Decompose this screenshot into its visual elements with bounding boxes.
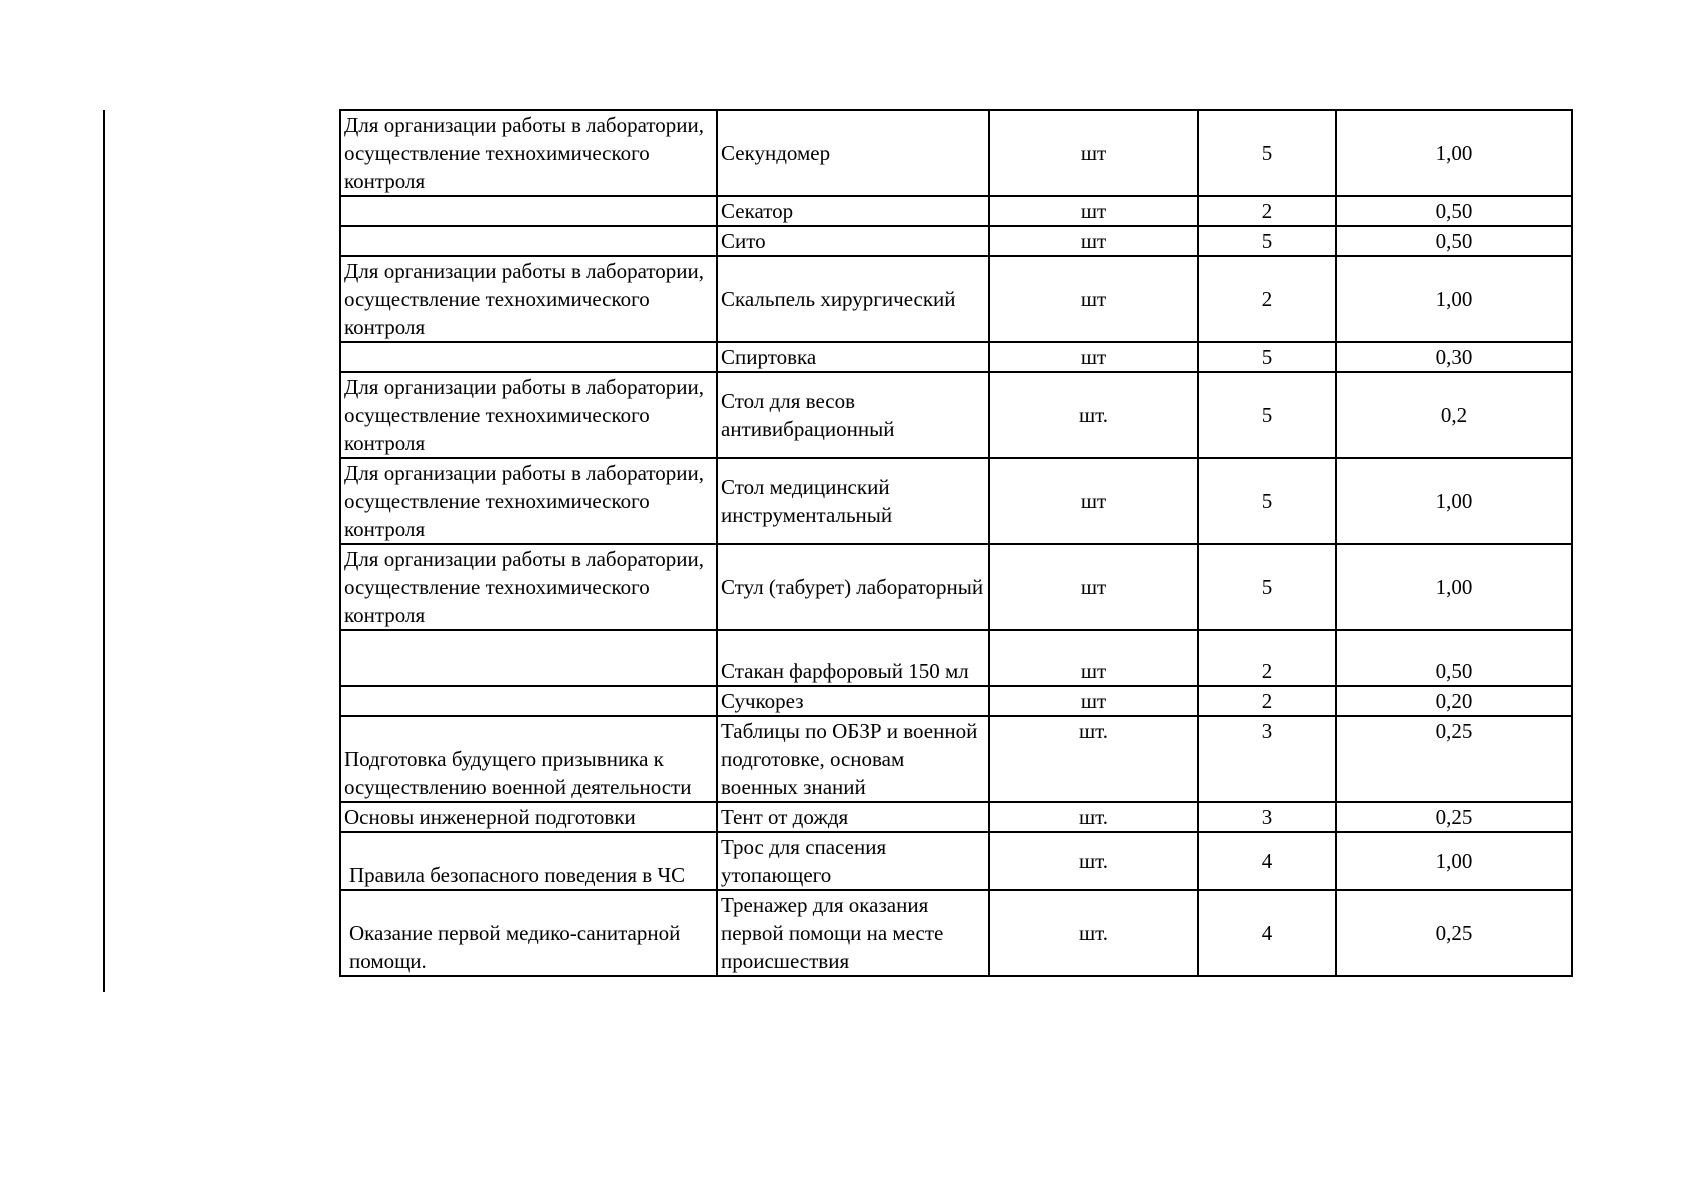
item-name-cell: Сучкорез: [717, 686, 989, 716]
item-name-cell: Стакан фарфоровый 150 мл: [717, 630, 989, 686]
purpose-cell: Оказание первой медико-санитарной помощи.: [340, 890, 717, 976]
unit-cell: шт: [989, 256, 1198, 342]
purpose-cell: [340, 630, 717, 686]
purpose-cell: Для организации работы в лаборатории, осуществление технохимического контроля: [340, 544, 717, 630]
unit-cell: шт: [989, 342, 1198, 372]
quantity-cell: 2: [1198, 630, 1336, 686]
quantity-cell: 5: [1198, 544, 1336, 630]
table-row: [340, 110, 1572, 196]
table-row: [340, 372, 1572, 458]
item-name-cell: Стол для весов антивибрационный: [717, 372, 989, 458]
table-row: [340, 802, 1572, 832]
unit-cell: шт: [989, 544, 1198, 630]
quantity-cell: 2: [1198, 686, 1336, 716]
purpose-cell: Для организации работы в лаборатории, осуществление технохимического контроля: [340, 256, 717, 342]
table-row: [340, 256, 1572, 342]
table-row: [340, 342, 1572, 372]
quantity-cell: 3: [1198, 802, 1336, 832]
norm-cell: 1,00: [1336, 832, 1572, 890]
item-name-cell: Секундомер: [717, 110, 989, 196]
purpose-cell: [340, 342, 717, 372]
item-name-cell: Спиртовка: [717, 342, 989, 372]
norm-cell: 0,50: [1336, 196, 1572, 226]
table-row: [340, 544, 1572, 630]
purpose-cell: Основы инженерной подготовки: [340, 802, 717, 832]
table-row: [340, 716, 1572, 802]
table-row: [340, 686, 1572, 716]
quantity-cell: 4: [1198, 832, 1336, 890]
unit-cell: шт: [989, 196, 1198, 226]
table-row: [340, 226, 1572, 256]
unit-cell: шт: [989, 686, 1198, 716]
item-name-cell: Таблицы по ОБЗР и военной подготовке, основам военных знаний: [717, 716, 989, 802]
norm-cell: 1,00: [1336, 110, 1572, 196]
norm-cell: 1,00: [1336, 256, 1572, 342]
purpose-cell: [340, 686, 717, 716]
norm-cell: 0,30: [1336, 342, 1572, 372]
purpose-cell: Для организации работы в лаборатории, осуществление технохимического контроля: [340, 458, 717, 544]
item-name-cell: Секатор: [717, 196, 989, 226]
norm-cell: 1,00: [1336, 458, 1572, 544]
norm-cell: 1,00: [1336, 544, 1572, 630]
unit-cell: шт: [989, 110, 1198, 196]
norm-cell: 0,50: [1336, 630, 1572, 686]
purpose-cell: [340, 226, 717, 256]
purpose-cell: Подготовка будущего призывника к осуществлению военной деятельности: [340, 716, 717, 802]
item-name-cell: Тренажер для оказания первой помощи на месте происшествия: [717, 890, 989, 976]
item-name-cell: Трос для спасения утопающего: [717, 832, 989, 890]
quantity-cell: 5: [1198, 372, 1336, 458]
quantity-cell: 4: [1198, 890, 1336, 976]
quantity-cell: 5: [1198, 226, 1336, 256]
quantity-cell: 2: [1198, 256, 1336, 342]
table-row: [340, 196, 1572, 226]
norm-cell: 0,25: [1336, 802, 1572, 832]
unit-cell: шт.: [989, 372, 1198, 458]
purpose-cell: [340, 196, 717, 226]
page-margin-rule: [103, 110, 105, 992]
norm-cell: 0,50: [1336, 226, 1572, 256]
item-name-cell: Скальпель хирургический: [717, 256, 989, 342]
unit-cell: шт.: [989, 716, 1198, 802]
item-name-cell: Сито: [717, 226, 989, 256]
quantity-cell: 5: [1198, 342, 1336, 372]
purpose-cell: Правила безопасного поведения в ЧС: [340, 832, 717, 890]
unit-cell: шт: [989, 458, 1198, 544]
quantity-cell: 3: [1198, 716, 1336, 802]
table-row: [340, 890, 1572, 976]
item-name-cell: Тент от дождя: [717, 802, 989, 832]
unit-cell: шт: [989, 630, 1198, 686]
unit-cell: шт: [989, 226, 1198, 256]
quantity-cell: 5: [1198, 110, 1336, 196]
equipment-table: [339, 109, 1573, 977]
item-name-cell: Стул (табурет) лабораторный: [717, 544, 989, 630]
unit-cell: шт.: [989, 890, 1198, 976]
table-row: [340, 458, 1572, 544]
norm-cell: 0,25: [1336, 890, 1572, 976]
unit-cell: шт.: [989, 802, 1198, 832]
norm-cell: 0,2: [1336, 372, 1572, 458]
purpose-cell: Для организации работы в лаборатории, осуществление технохимического контроля: [340, 372, 717, 458]
item-name-cell: Стол медицинский инструментальный: [717, 458, 989, 544]
quantity-cell: 2: [1198, 196, 1336, 226]
norm-cell: 0,20: [1336, 686, 1572, 716]
quantity-cell: 5: [1198, 458, 1336, 544]
table-row: [340, 832, 1572, 890]
norm-cell: 0,25: [1336, 716, 1572, 802]
unit-cell: шт.: [989, 832, 1198, 890]
table-row: [340, 630, 1572, 686]
purpose-cell: Для организации работы в лаборатории, осуществление технохимического контроля: [340, 110, 717, 196]
